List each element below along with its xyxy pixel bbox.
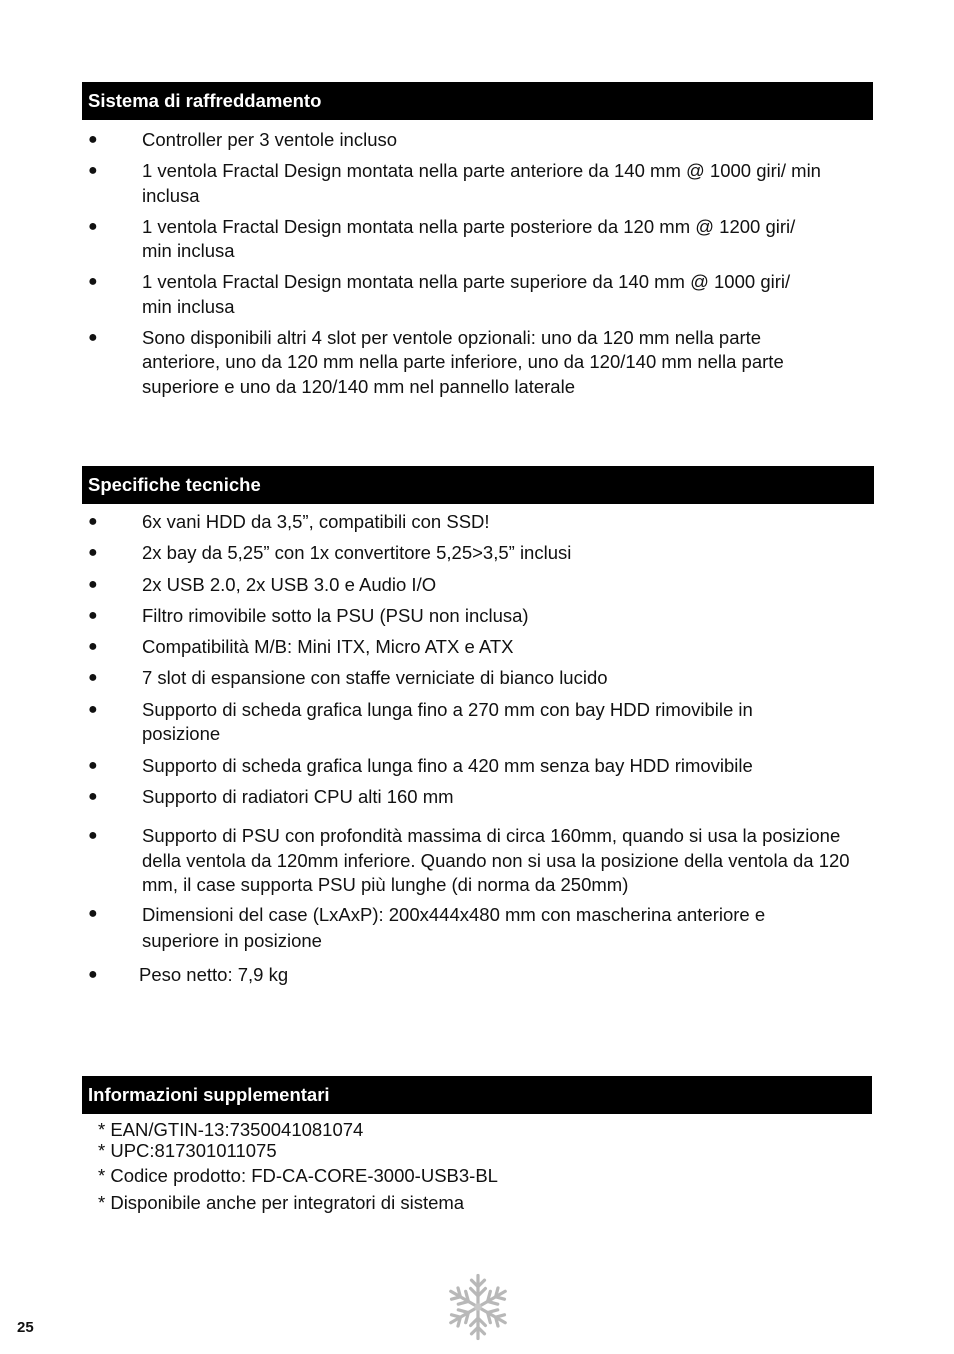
list-item-text: 1 ventola Fractal Design montata nella parte anteriore da 140 mm @ 1000 giri/ min inclusa bbox=[142, 160, 821, 206]
bullet: ● bbox=[88, 787, 98, 805]
list-item bbox=[82, 754, 882, 779]
bullet: ● bbox=[88, 513, 98, 530]
list-item: * Disponibile anche per integratori di sistema bbox=[98, 1192, 465, 1213]
list-item-text: Supporto di radiatori CPU alti 160 mm bbox=[142, 785, 454, 807]
cooling-section-header: Sistema di raffreddamento bbox=[82, 82, 873, 120]
list-item bbox=[82, 666, 882, 691]
cooling-list bbox=[82, 128, 882, 399]
bullet: ● bbox=[88, 544, 98, 562]
bullet: ● bbox=[88, 904, 98, 922]
info-list bbox=[98, 1119, 498, 1213]
list-item-text: Supporto di scheda grafica lunga fino a 270 mm con bay HDD rimovibile in posizione bbox=[142, 698, 753, 745]
list-item: * Codice prodotto: FD-CA-CORE-3000-USB3-BL bbox=[98, 1165, 498, 1186]
bullet: ● bbox=[88, 217, 98, 235]
list-item-text: 7 slot di espansione con staffe verniciate di bianco lucido bbox=[142, 667, 608, 689]
list-item bbox=[82, 963, 882, 988]
list-item-text: 1 ventola Fractal Design montata nella parte posteriore da 120 mm @ 1200 giri/ min inclusa bbox=[142, 215, 796, 261]
list-item-text: Supporto di scheda grafica lunga fino a 420 mm senza bay HDD rimovibile bbox=[142, 754, 753, 776]
bullet: ● bbox=[88, 575, 98, 593]
bullet: ● bbox=[88, 965, 98, 983]
list-item-text: Compatibilità M/B: Mini ITX, Micro ATX e ATX bbox=[142, 636, 514, 658]
list-item-text: 1 ventola Fractal Design montata nella parte superiore da 140 mm @ 1000 giri/ min inclusa bbox=[142, 271, 791, 317]
bullet: ● bbox=[88, 606, 98, 624]
snowflake-icon bbox=[441, 1270, 515, 1344]
list-item bbox=[82, 698, 882, 747]
list-item-text: Supporto di PSU con profondità massima di circa 160mm, quando si usa la posizione della ventola da 120mm inferiore. Quando non si usa la posizione della ventola da 120 mm, il case supporta PSU più lunghe (di norma da 250mm) bbox=[142, 825, 850, 896]
list-item: * UPC:817301011075 bbox=[98, 1140, 277, 1161]
specs-section-header: Specifiche tecniche bbox=[82, 466, 874, 504]
list-item bbox=[82, 635, 882, 660]
list-item-text: Peso netto: 7,9 kg bbox=[139, 963, 289, 985]
specs-list bbox=[82, 510, 882, 987]
bullet: ● bbox=[88, 756, 98, 774]
list-item-text: Sono disponibili altri 4 slot per ventole opzionali: uno da 120 mm nella parte anteriore, uno da 120 mm nella parte inferiore, uno da 120/140 mm nella parte superiore e uno da 120/140 mm nel pannello laterale bbox=[142, 326, 784, 397]
bullet: ● bbox=[88, 638, 98, 656]
bullet: ● bbox=[88, 669, 98, 687]
list-item bbox=[82, 128, 882, 153]
list-item-text: 2x bay da 5,25” con 1x convertitore 5,25>3,5” inclusi bbox=[142, 542, 572, 564]
list-item-text: Filtro rimovibile sotto la PSU (PSU non inclusa) bbox=[142, 604, 529, 626]
list-item bbox=[82, 541, 882, 566]
list-item-text: 6x vani HDD da 3,5”, compatibili con SSD! bbox=[142, 511, 490, 532]
list-item-text: Dimensioni del case (LxAxP): 200x444x480 mm con mascherina anteriore e superiore in posizione bbox=[142, 903, 766, 952]
bullet: ● bbox=[88, 700, 98, 718]
list-item bbox=[82, 510, 882, 535]
list-item bbox=[82, 824, 882, 898]
list-item: * EAN/GTIN-13:7350041081074 bbox=[98, 1119, 364, 1140]
bullet: ● bbox=[88, 162, 98, 179]
bullet: ● bbox=[88, 273, 98, 290]
list-item bbox=[82, 159, 882, 208]
list-item bbox=[82, 902, 882, 955]
page-number: 25 bbox=[17, 1319, 34, 1336]
list-item bbox=[82, 326, 882, 400]
list-item bbox=[82, 270, 882, 319]
list-item bbox=[82, 573, 882, 598]
bullet: ● bbox=[88, 131, 98, 148]
bullet: ● bbox=[88, 328, 98, 346]
list-item bbox=[82, 604, 882, 629]
list-item-text: Controller per 3 ventole incluso bbox=[142, 129, 398, 150]
bullet: ● bbox=[88, 827, 98, 845]
list-item-text: 2x USB 2.0, 2x USB 3.0 e Audio I/O bbox=[142, 573, 437, 595]
info-section-header: Informazioni supplementari bbox=[82, 1076, 872, 1114]
list-item bbox=[82, 215, 882, 264]
list-item bbox=[82, 785, 882, 810]
